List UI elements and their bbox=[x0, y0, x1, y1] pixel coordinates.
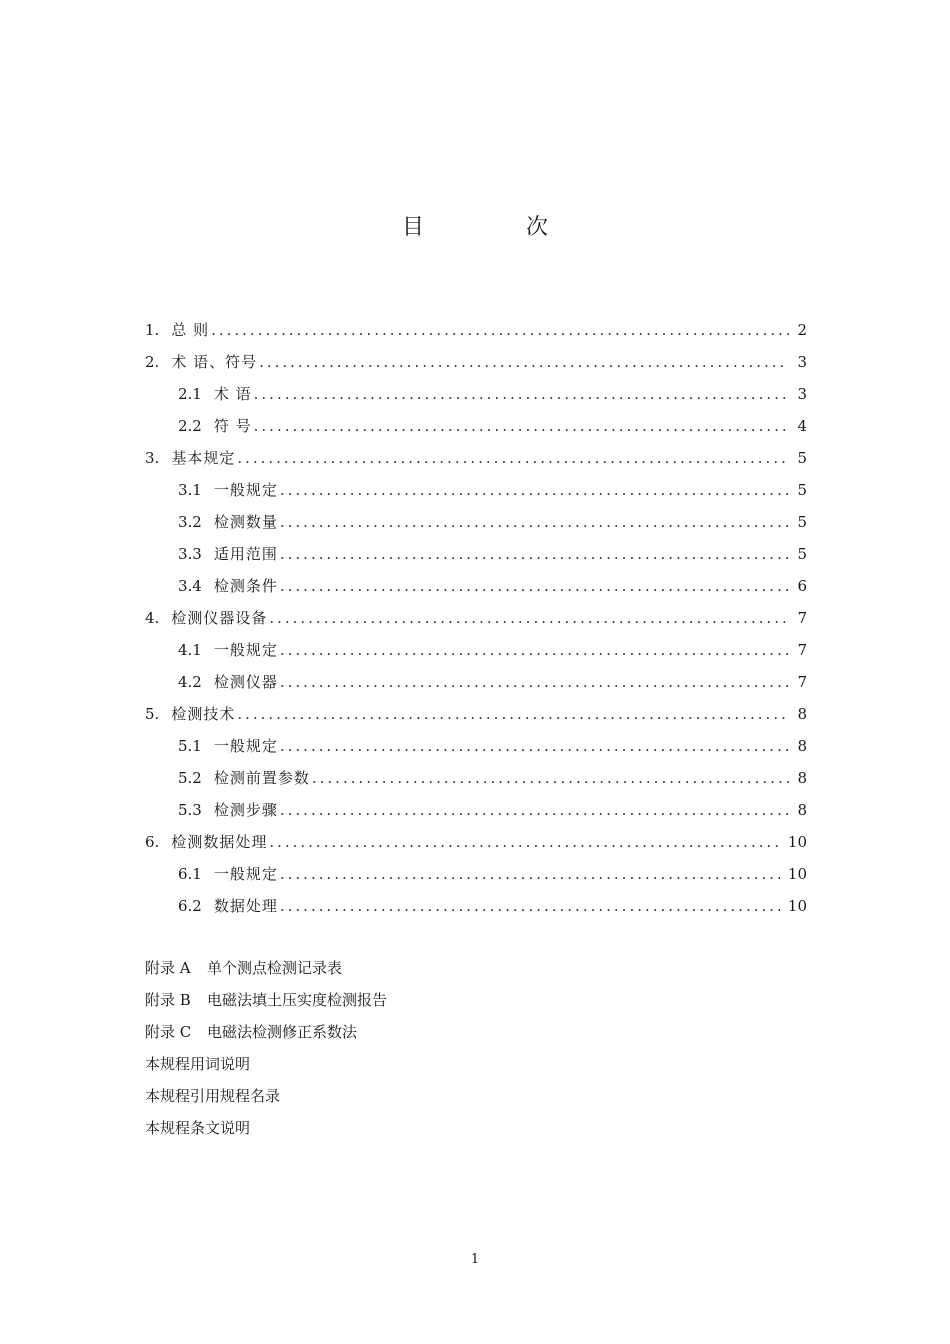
toc-entry-label: 检测数据处理 bbox=[171, 833, 268, 851]
toc-entry[interactable] bbox=[145, 350, 807, 382]
toc-leader-dots bbox=[280, 542, 789, 566]
toc-entry-number: 5.3 bbox=[178, 801, 202, 819]
toc-entry-label: 检测前置参数 bbox=[213, 769, 310, 787]
toc-entry-page: 3 bbox=[797, 385, 807, 403]
toc-subentry[interactable] bbox=[145, 414, 807, 446]
toc-entry-page: 10 bbox=[787, 833, 807, 851]
toc-entry-number: 3.2 bbox=[178, 513, 202, 531]
toc-entry-number: 6.2 bbox=[178, 897, 202, 915]
toc-entry-label: 术 语、符号 bbox=[171, 353, 258, 371]
toc-leader-dots bbox=[280, 670, 789, 694]
toc-entry-page: 7 bbox=[797, 641, 807, 659]
appendix-item[interactable] bbox=[145, 988, 805, 1020]
toc-entry-page: 5 bbox=[797, 513, 807, 531]
toc-leader-dots bbox=[280, 798, 789, 822]
toc-leader-dots bbox=[280, 862, 780, 886]
toc-entry-label: 总 则 bbox=[171, 321, 210, 339]
toc-entry-label: 一般规定 bbox=[213, 865, 278, 883]
appendix-title: 电磁法检测修正系数法 bbox=[207, 1023, 358, 1041]
appendix-item[interactable] bbox=[145, 956, 805, 988]
toc-entry-number: 6.1 bbox=[178, 865, 202, 883]
appendix-item[interactable] bbox=[145, 1084, 805, 1116]
toc-leader-dots bbox=[211, 318, 789, 342]
toc-entry-number: 4. bbox=[145, 609, 160, 627]
toc-leader-dots bbox=[254, 414, 789, 438]
toc-leader-dots bbox=[237, 702, 789, 726]
toc-leader-dots bbox=[254, 382, 789, 406]
toc-entry-number: 2.1 bbox=[178, 385, 202, 403]
appendix-title: 单个测点检测记录表 bbox=[207, 959, 343, 977]
toc-subentry[interactable] bbox=[145, 862, 807, 894]
toc-entry-number: 2. bbox=[145, 353, 160, 371]
toc-entry-number: 3.1 bbox=[178, 481, 202, 499]
toc-entry-label: 检测仪器设备 bbox=[171, 609, 268, 627]
toc-entry-page: 7 bbox=[797, 673, 807, 691]
toc-entry-number: 4.1 bbox=[178, 641, 202, 659]
toc-entry-label: 符 号 bbox=[213, 417, 252, 435]
toc-entry-page: 6 bbox=[797, 577, 807, 595]
toc-entry[interactable] bbox=[145, 606, 807, 638]
toc-subentry[interactable] bbox=[145, 766, 807, 798]
toc-subentry[interactable] bbox=[145, 478, 807, 510]
toc-leader-dots bbox=[237, 446, 789, 470]
appendix-item[interactable] bbox=[145, 1020, 805, 1052]
toc-subentry[interactable] bbox=[145, 382, 807, 414]
toc-entry-label: 一般规定 bbox=[213, 481, 278, 499]
toc-entry-label: 一般规定 bbox=[213, 641, 278, 659]
toc-entry-number: 3. bbox=[145, 449, 160, 467]
appendix-title: 本规程引用规程名录 bbox=[145, 1087, 281, 1105]
toc-entry-page: 3 bbox=[797, 353, 807, 371]
appendix-item[interactable] bbox=[145, 1052, 805, 1084]
toc-entry-label: 适用范围 bbox=[213, 545, 278, 563]
appendix-code: 附录 A bbox=[145, 959, 191, 977]
toc-entry-number: 5. bbox=[145, 705, 160, 723]
toc-leader-dots bbox=[280, 478, 789, 502]
toc-entry-page: 5 bbox=[797, 449, 807, 467]
toc-entry-number: 4.2 bbox=[178, 673, 202, 691]
toc-subentry[interactable] bbox=[145, 574, 807, 606]
toc-leader-dots bbox=[259, 350, 789, 374]
toc-leader-dots bbox=[280, 734, 789, 758]
toc-entry[interactable] bbox=[145, 446, 807, 478]
toc-entry-label: 检测数量 bbox=[213, 513, 278, 531]
toc-entry-page: 8 bbox=[797, 705, 807, 723]
toc-entry-number: 5.2 bbox=[178, 769, 202, 787]
toc-leader-dots bbox=[280, 638, 789, 662]
page-number: 1 bbox=[470, 1252, 480, 1267]
toc-entry-number: 2.2 bbox=[178, 417, 202, 435]
toc-entry-number: 6. bbox=[145, 833, 160, 851]
toc-entry-label: 检测步骤 bbox=[213, 801, 278, 819]
appendix-code: 附录 B bbox=[145, 991, 191, 1009]
toc-entry-label: 检测仪器 bbox=[213, 673, 278, 691]
page-title: 目 次 bbox=[401, 215, 588, 240]
appendix-code: 附录 C bbox=[145, 1023, 192, 1041]
toc-entry-label: 检测技术 bbox=[171, 705, 236, 723]
toc-entry-label: 术 语 bbox=[213, 385, 252, 403]
toc-entry-page: 8 bbox=[797, 801, 807, 819]
toc-entry-page: 4 bbox=[797, 417, 807, 435]
toc-entry-page: 8 bbox=[797, 769, 807, 787]
toc-leader-dots bbox=[269, 830, 780, 854]
toc-entry-number: 5.1 bbox=[178, 737, 202, 755]
toc-leader-dots bbox=[312, 766, 789, 790]
toc-entry-page: 2 bbox=[797, 321, 807, 339]
appendix-title: 本规程条文说明 bbox=[145, 1119, 251, 1137]
toc-subentry[interactable] bbox=[145, 734, 807, 766]
toc-leader-dots bbox=[269, 606, 789, 630]
toc-entry-page: 7 bbox=[797, 609, 807, 627]
toc-entry[interactable] bbox=[145, 318, 807, 350]
toc-entry-page: 10 bbox=[787, 865, 807, 883]
toc-subentry[interactable] bbox=[145, 894, 807, 926]
toc-entry-number: 3.4 bbox=[178, 577, 202, 595]
toc-entry-number: 3.3 bbox=[178, 545, 202, 563]
toc-entry-label: 一般规定 bbox=[213, 737, 278, 755]
toc-entry-label: 数据处理 bbox=[213, 897, 278, 915]
toc-leader-dots bbox=[280, 510, 789, 534]
toc-leader-dots bbox=[280, 574, 789, 598]
appendix-list bbox=[145, 956, 805, 1148]
toc-subentry[interactable] bbox=[145, 542, 807, 574]
table-of-contents bbox=[145, 318, 807, 926]
toc-entry[interactable] bbox=[145, 830, 807, 862]
appendix-title: 电磁法填土压实度检测报告 bbox=[207, 991, 388, 1009]
toc-entry[interactable] bbox=[145, 702, 807, 734]
appendix-title: 本规程用词说明 bbox=[145, 1055, 251, 1073]
toc-subentry[interactable] bbox=[145, 798, 807, 830]
toc-subentry[interactable] bbox=[145, 638, 807, 670]
toc-leader-dots bbox=[280, 894, 780, 918]
toc-entry-page: 5 bbox=[797, 545, 807, 563]
toc-entry-page: 5 bbox=[797, 481, 807, 499]
toc-entry-label: 检测条件 bbox=[213, 577, 278, 595]
toc-subentry[interactable] bbox=[145, 510, 807, 542]
toc-entry-number: 1. bbox=[145, 321, 160, 339]
toc-entry-page: 8 bbox=[797, 737, 807, 755]
toc-subentry[interactable] bbox=[145, 670, 807, 702]
appendix-item[interactable] bbox=[145, 1116, 805, 1148]
toc-entry-label: 基本规定 bbox=[171, 449, 236, 467]
toc-entry-page: 10 bbox=[787, 897, 807, 915]
